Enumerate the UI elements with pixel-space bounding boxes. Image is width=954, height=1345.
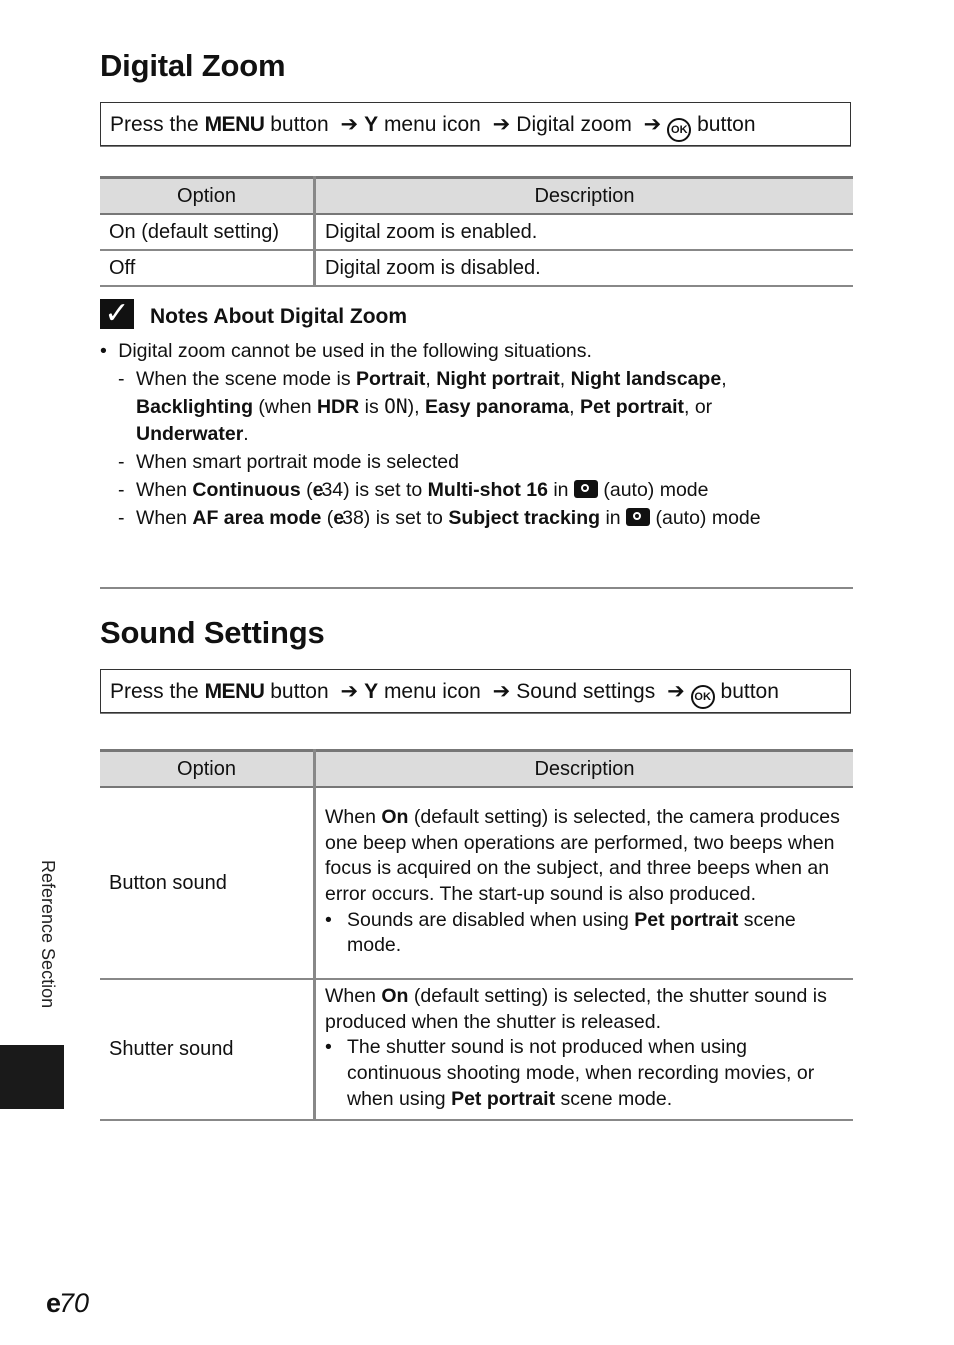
shutter-sound-description: When On (default setting) is selected, the shutter sound is produced when the shutter is released.	[325, 985, 827, 1033]
sound-settings-options-table	[100, 749, 853, 1121]
notes-intro: • Digital zoom cannot be used in the following situations.	[100, 340, 592, 362]
reference-e-icon: e	[312, 479, 322, 501]
digital-zoom-title: Digital Zoom	[100, 48, 286, 83]
camera-auto-icon	[626, 508, 650, 526]
ok-button-icon: OK	[667, 118, 691, 142]
menu-button-icon: MENU	[204, 113, 265, 136]
table-row: Shutter sound When On (default setting) is selected, the shutter sound is produced when the shutter is released. • The shutter sound is not produced when using continuous shooting mode, when recording movies, or when using Pet portrait scene mode.	[100, 979, 853, 1120]
table-row: Off Digital zoom is disabled.	[100, 250, 853, 286]
arrow-right-icon: ➔	[492, 680, 511, 703]
sidebar-section-label: Reference Section	[38, 860, 58, 1009]
table-row: Button sound When On (default setting) is selected, the camera produces one beep when operations are performed, two beeps when focus is acquired on the subject, and three beeps when an error occurs. The start-up sound is also produced. • Sounds are disabled when using Pet portrait scene mode.	[100, 787, 853, 979]
note-item-continuous: When Continuous (e34) is set to Multi-shot 16 in (auto) mode	[136, 479, 709, 501]
table-header-option: Option	[100, 178, 315, 215]
bullet-icon: •	[100, 340, 107, 362]
menu-button-icon: MENU	[204, 680, 265, 703]
sound-settings-menu-path: Press the MENU button ➔ Y menu icon ➔ Sound settings ➔ OK button	[100, 669, 851, 713]
notes-title: Notes About Digital Zoom	[150, 305, 408, 328]
arrow-right-icon: ➔	[340, 680, 359, 703]
sound-settings-title: Sound Settings	[100, 615, 325, 650]
arrow-right-icon: ➔	[340, 113, 359, 136]
camera-auto-icon	[574, 480, 598, 498]
button-sound-description: When On (default setting) is selected, the camera produces one beep when operations are performed, two beeps when focus is acquired on the subject, and three beeps when an error occurs. The start-up sound is also produced.	[325, 805, 840, 905]
reference-e-icon: e	[333, 507, 343, 529]
wrench-icon: Y	[364, 113, 379, 136]
arrow-right-icon: ➔	[643, 113, 662, 136]
digital-zoom-options-table	[100, 176, 853, 287]
note-item-af-area: When AF area mode (e38) is set to Subject tracking in (auto) mode	[136, 507, 761, 529]
arrow-right-icon: ➔	[667, 680, 685, 703]
table-header-option: Option	[100, 751, 315, 788]
table-header-description: Description	[315, 751, 854, 788]
section-divider	[100, 587, 853, 589]
ok-button-icon: OK	[691, 685, 715, 709]
checkmark-note-icon: ✓	[100, 299, 134, 329]
arrow-right-icon: ➔	[492, 113, 511, 136]
button-sound-bullet: • Sounds are disabled when using Pet portrait scene mode.	[325, 908, 796, 957]
note-item-smart-portrait: When smart portrait mode is selected	[136, 451, 459, 473]
table-row: On (default setting) Digital zoom is enabled.	[100, 214, 853, 250]
shutter-sound-bullet: • The shutter sound is not produced when using continuous shooting mode, when recording movies, or when using Pet portrait scene mode.	[325, 1036, 815, 1110]
reference-e-icon: e	[46, 1288, 60, 1318]
wrench-icon: Y	[364, 680, 379, 703]
note-item-scene-modes: When the scene mode is Portrait, Night portrait, Night landscape, Backlighting (when HDR is ON), Easy panorama, Pet portrait, or Underwater.	[136, 368, 727, 445]
page-number: e70	[46, 1288, 90, 1318]
sidebar-tab-block	[0, 1045, 64, 1109]
table-header-description: Description	[315, 178, 854, 215]
digital-zoom-menu-path: Press the MENU button ➔ Y menu icon ➔ Digital zoom ➔ OK button	[100, 102, 851, 146]
